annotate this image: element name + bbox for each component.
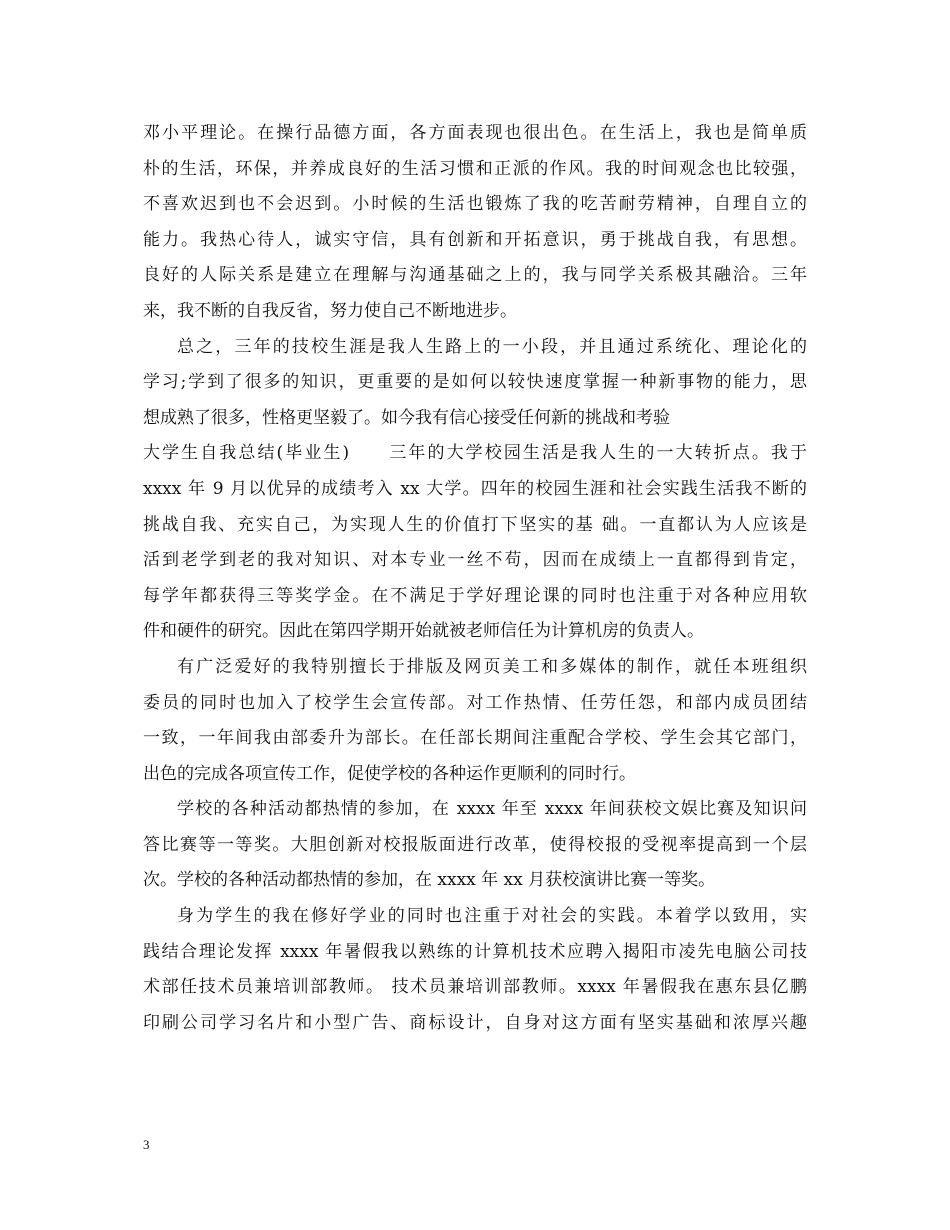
text-line: xxxx 年 9 月以优异的成绩考入 xx 大学。四年的校园生涯和社会实践生活我不断的 [143, 478, 807, 499]
text-line: 活到老学到老的我对知识、对本专业一丝不苟，因而在成绩上一直都得到肯定， [143, 550, 807, 571]
text-line: 邓小平理论。在操行品德方面，各方面表现也很出色。在生活上，我也是简单质 [143, 123, 807, 143]
text-line: 学习;学到了很多的知识，更重要的是如何以较快速度掌握一种新事物的能力，思 [143, 372, 807, 393]
text-line: 术部任技术员兼培训部教师。 技术员兼培训部教师。xxxx 年暑假我在惠东县亿鹏 [143, 977, 807, 998]
section-heading-line: 大学生自我总结(毕业生) 三年的大学校园生活是我人生的一大转折点。我于 [143, 443, 807, 464]
text-line: 件和硬件的研究。因此在第四学期开始就被老师信任为计算机房的负责人。 [143, 621, 704, 642]
text-line: 挑战自我、充实自己，为实现人生的价值打下坚实的基 础。一直都认为人应该是 [143, 514, 807, 535]
paragraph-first-line: 总之，三年的技校生涯是我人生路上的一小段，并且通过系统化、理论化的 [177, 336, 807, 357]
text-line: 不喜欢迟到也不会迟到。小时候的生活也锻炼了我的吃苦耐劳精神，自理自立的 [143, 194, 807, 215]
text-line: 朴的生活，环保，并养成良好的生活习惯和正派的作风。我的时间观念也比较强， [143, 158, 807, 179]
text-line: 委员的同时也加入了校学生会宣传部。对工作热情、任劳任怨，和部内成员团结 [143, 692, 807, 713]
paragraph-first-line: 学校的各种活动都热情的参加，在 xxxx 年至 xxxx 年间获校文娱比赛及知识问 [177, 799, 807, 820]
text-line: 想成熟了很多，性格更坚毅了。如今我有信心接受任何新的挑战和考验 [143, 407, 670, 428]
text-line: 能力。我热心待人，诚实守信，具有创新和开拓意识，勇于挑战自我，有思想。 [143, 229, 807, 250]
text-line: 次。学校的各种活动都热情的参加，在 xxxx 年 xx 月获校演讲比赛一等奖。 [143, 870, 716, 891]
text-line: 每学年都获得三等奖学金。在不满足于学好理论课的同时也注重于对各种应用软 [143, 585, 807, 606]
text-line: 一致，一年间我由部委升为部长。在任部长期间注重配合学校、学生会其它部门， [143, 728, 807, 749]
text-line: 践结合理论发挥 xxxx 年暑假我以熟练的计算机技术应聘入揭阳市凌先电脑公司技 [143, 941, 807, 962]
text-line: 出色的完成各项宣传工作，促使学校的各种运作更顺利的同时行。 [143, 763, 636, 784]
paragraph-first-line: 有广泛爱好的我特别擅长于排版及网页美工和多媒体的制作，就任本班组织 [177, 656, 807, 677]
page-number: 3 [143, 1137, 150, 1152]
text-line: 印刷公司学习名片和小型广告、商标设计，自身对这方面有坚实基础和浓厚兴趣 [143, 1012, 807, 1033]
paragraph-first-line: 身为学生的我在修好学业的同时也注重于对社会的实践。本着学以致用，实 [177, 906, 807, 927]
text-line: 来，我不断的自我反省，努力使自己不断地进步。 [143, 300, 517, 321]
text-line: 答比赛等一等奖。大胆创新对校报版面进行改革，使得校报的受视率提高到一个层 [143, 834, 807, 855]
text-line: 良好的人际关系是建立在理解与沟通基础之上的，我与同学关系极其融洽。三年 [143, 265, 807, 286]
body-text [143, 116, 807, 1041]
